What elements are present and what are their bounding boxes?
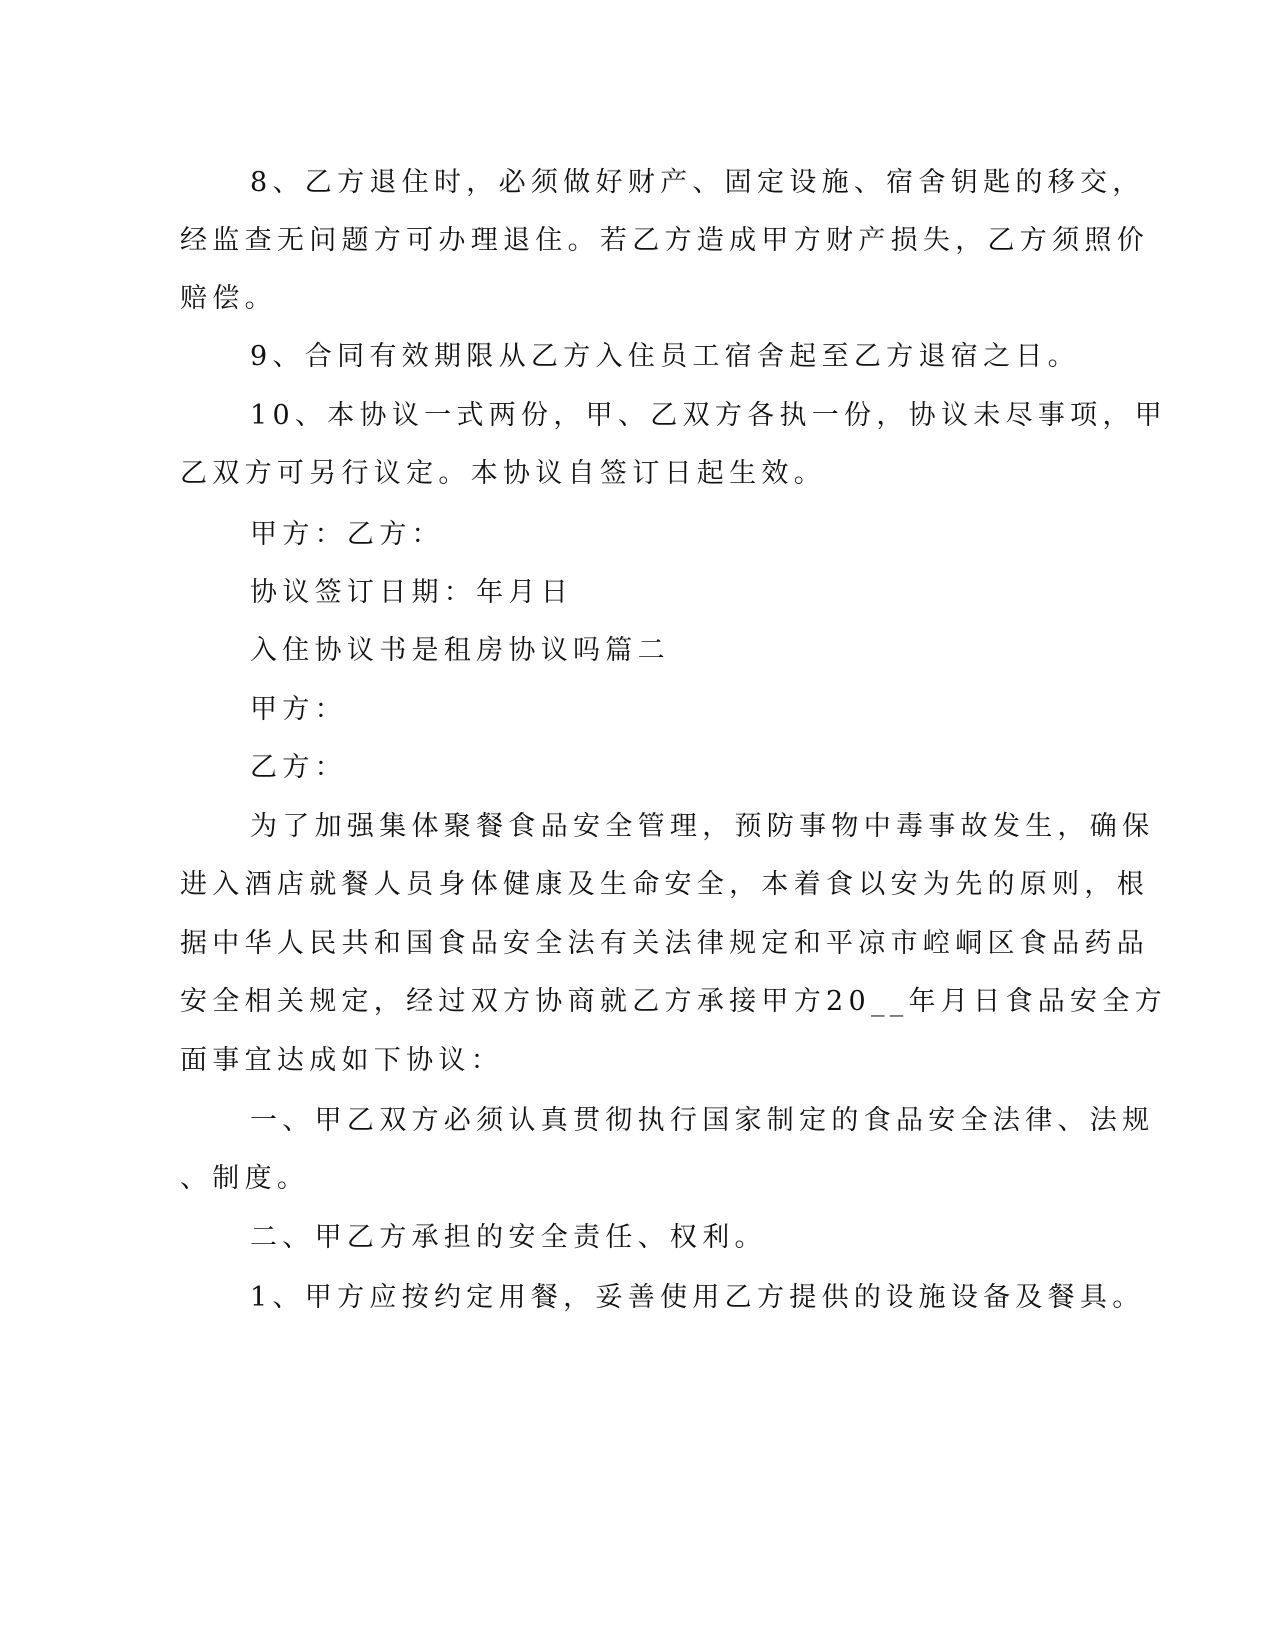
preamble-line-3: 据中华人民共和国食品安全法有关法律规定和平凉市崆峒区食品药品 [180,928,1149,959]
article-2-heading: 二、甲乙方承担的安全责任、权利。 [250,1222,767,1253]
clause-8-line-1: 8、乙方退住时，必须做好财产、固定设施、宿舍钥匙的移交， [250,167,1145,198]
clause-10-line-1: 10、本协议一式两份，甲、乙双方各执一份，协议未尽事项，甲 [250,400,1168,431]
article-2-item-1: 1、甲方应按约定用餐，妥善使用乙方提供的设施设备及餐具。 [250,1282,1145,1313]
clause-10-line-2: 乙双方可另行议定。本协议自签订日起生效。 [180,458,826,489]
clause-8-line-2: 经监查无问题方可办理退住。若乙方造成甲方财产损失，乙方须照价 [180,225,1149,256]
article-1-line-2: 、制度。 [180,1163,310,1194]
signing-date: 协议签订日期：年月日 [250,577,573,608]
section-heading: 入住协议书是租房协议吗篇二 [250,635,670,666]
preamble-line-1: 为了加强集体聚餐食品安全管理，预防事物中毒事故发生，确保 [250,811,1155,842]
article-1-line-1: 一、甲乙双方必须认真贯彻执行国家制定的食品安全法律、法规 [250,1105,1155,1136]
clause-9-line-1: 9、合同有效期限从乙方入住员工宿舍起至乙方退宿之日。 [250,341,1080,372]
party-b-label: 乙方： [250,752,347,783]
clause-8-line-3: 赔偿。 [180,283,277,314]
preamble-line-4: 安全相关规定，经过双方协商就乙方承接甲方20__年月日食品安全方 [180,986,1167,1017]
party-a-label: 甲方： [250,694,347,725]
preamble-line-2: 进入酒店就餐人员身体健康及生命安全，本着食以安为先的原则，根 [180,869,1149,900]
preamble-line-5: 面事宜达成如下协议： [180,1045,503,1076]
signature-parties: 甲方：乙方： [250,519,444,550]
